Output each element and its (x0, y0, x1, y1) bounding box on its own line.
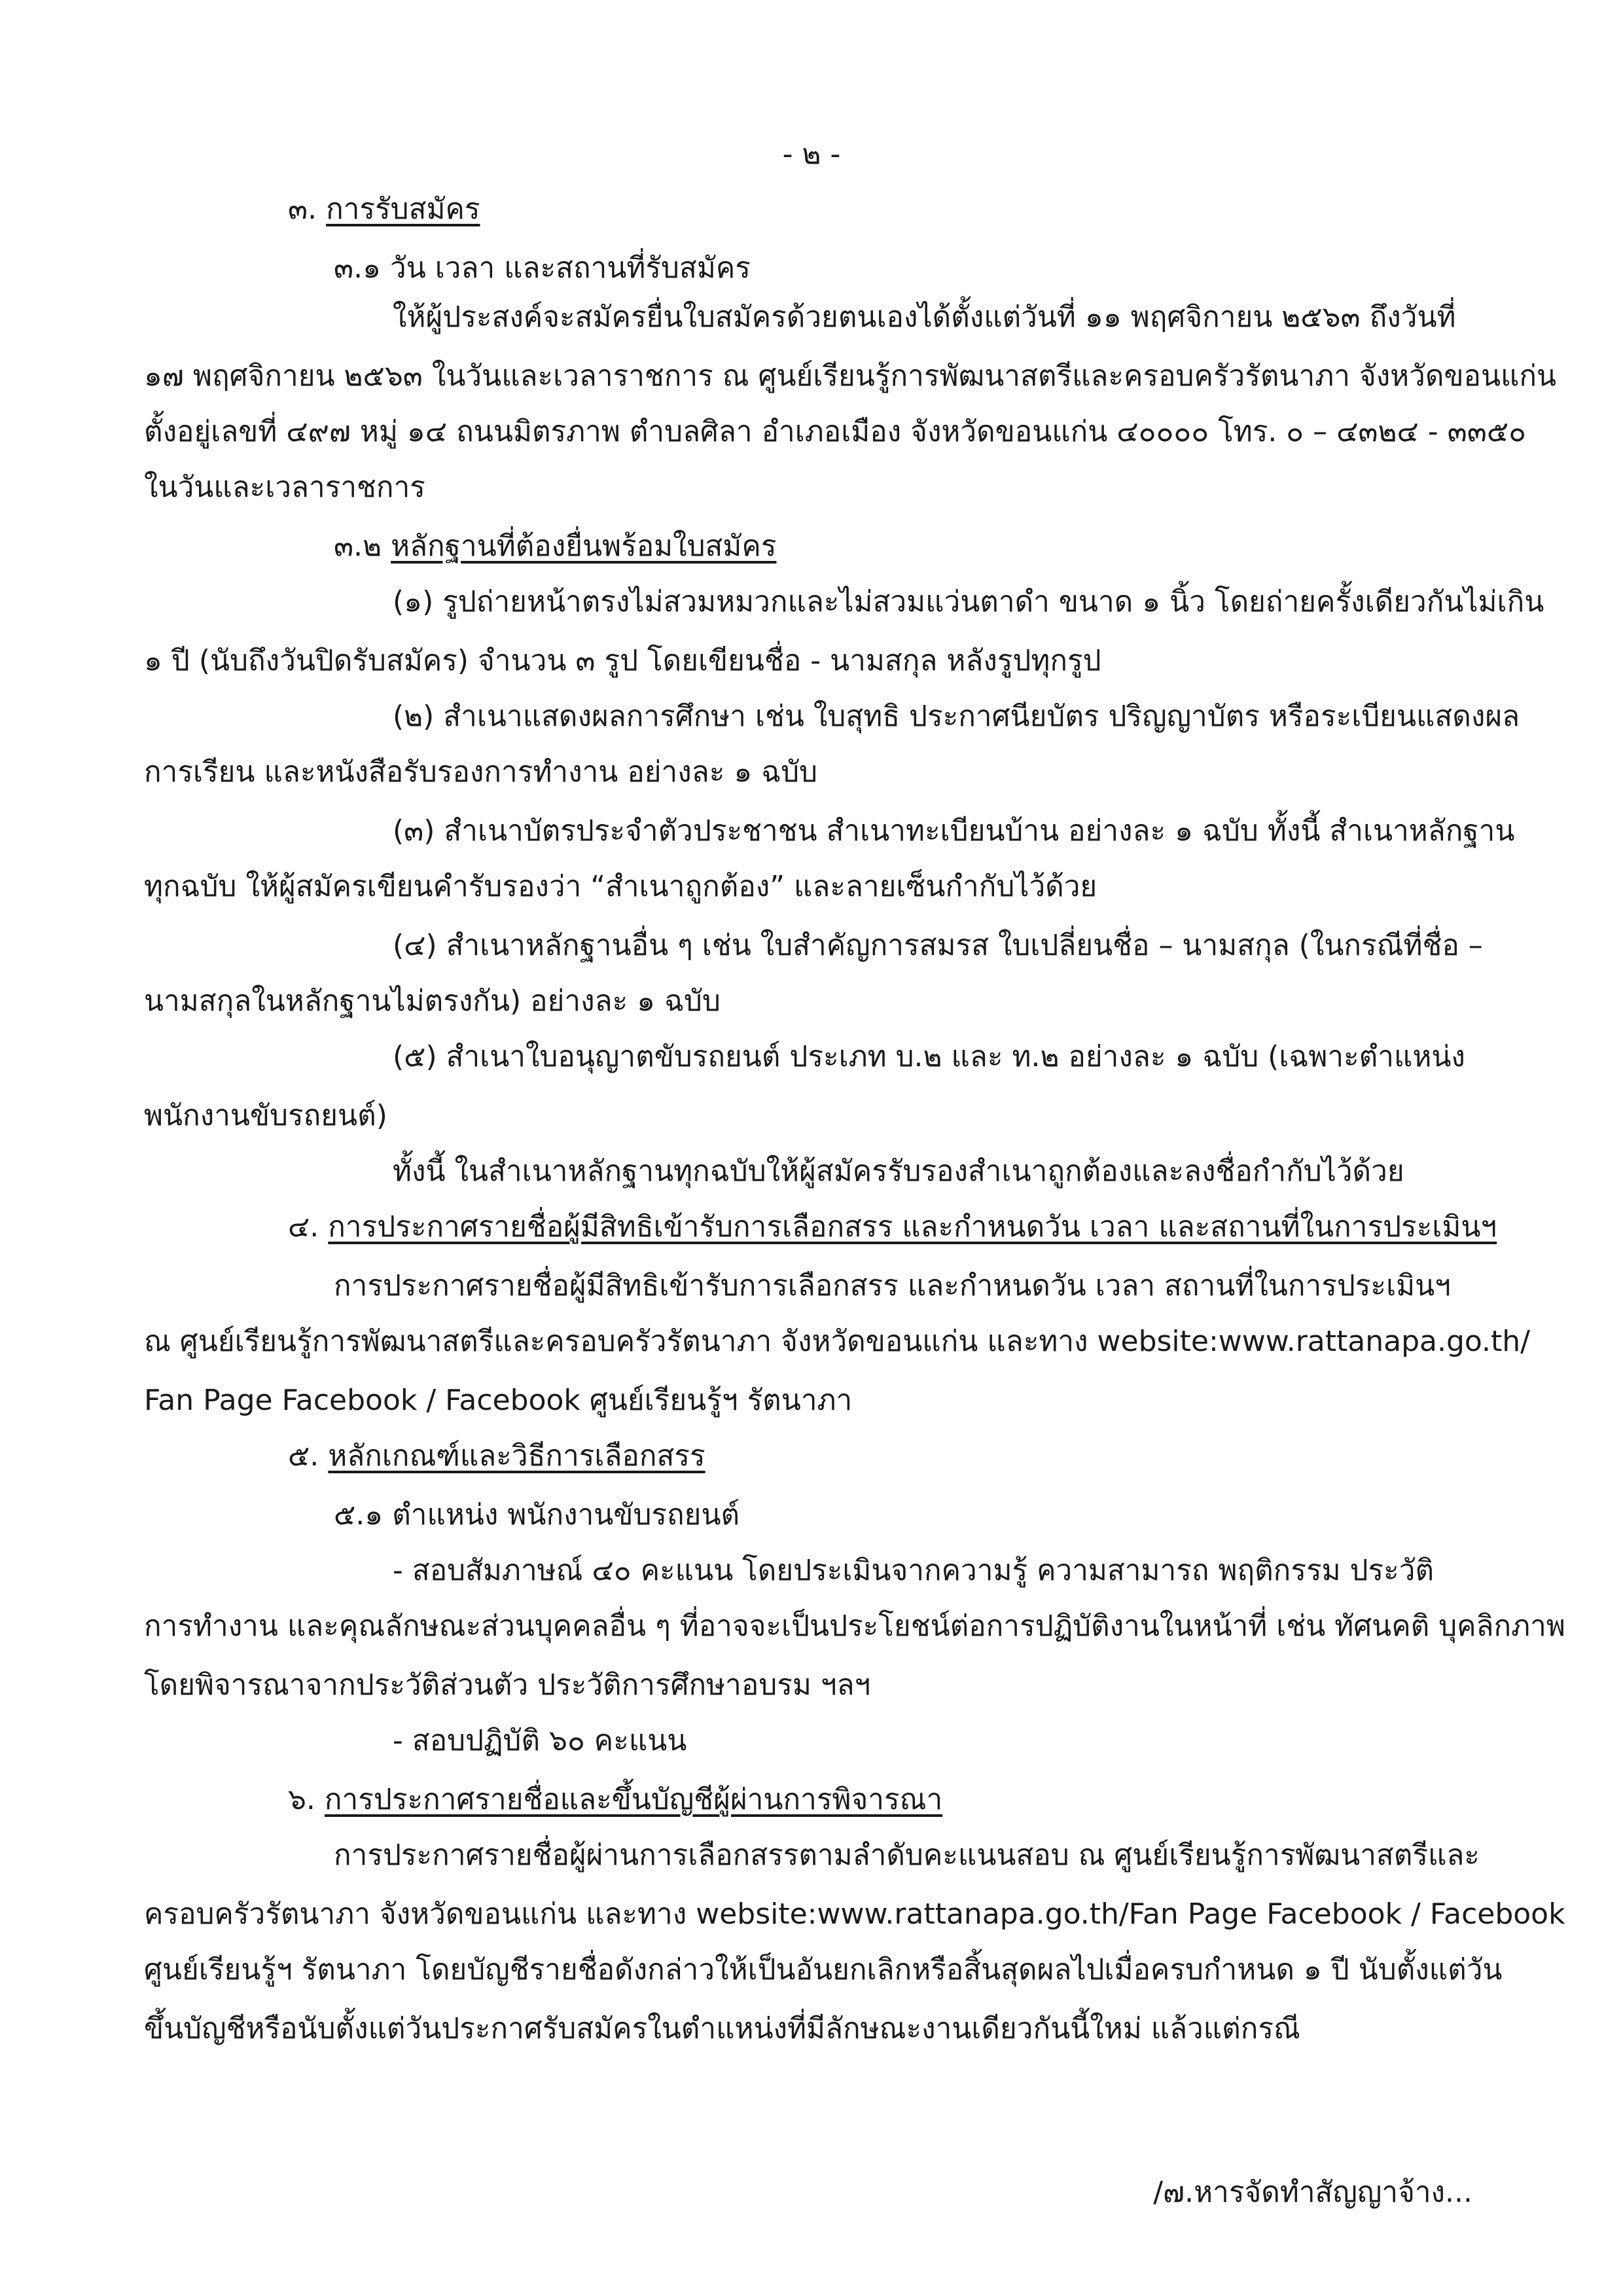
subsection-5-1-heading: ๕.๑ ตำแหน่ง พนักงานขับรถยนต์ (334, 1498, 740, 1532)
list-item: (๔) สำเนาหลักฐานอื่น ๆ เช่น ใบสำคัญการสมรส ใบเปลี่ยนชื่อ – นามสกุล (ในกรณีที่ชื่อ – (393, 929, 1483, 962)
section-3-number: ๓. (288, 192, 327, 226)
subsection-3-1-heading: ๓.๑ วัน เวลา และสถานที่รับสมัคร (334, 251, 751, 285)
list-item-continuation: ๑ ปี (นับถึงวันปิดรับสมัคร) จำนวน ๓ รูป โดยเขียนชื่อ - นามสกุล หลังรูปทุกรูป (144, 644, 1101, 677)
paragraph-line: การประกาศรายชื่อผู้ผ่านการเลือกสรรตามลำดับคะแนนสอบ ณ ศูนย์เรียนรู้การพัฒนาสตรีและ (334, 1839, 1480, 1872)
list-item: (๕) สำเนาใบอนุญาตขับรถยนต์ ประเภท บ.๒ และ ท.๒ อย่างละ ๑ ฉบับ (เฉพาะตำแหน่ง (393, 1040, 1465, 1073)
list-item-continuation: การเรียน และหนังสือรับรองการทำงาน อย่างละ ๑ ฉบับ (144, 755, 818, 789)
page-number: - ๒ - (782, 137, 841, 171)
paragraph-line: ครอบครัวรัตนาภา จังหวัดขอนแก่น และทาง website:www.rattanapa.go.th/Fan Page Facebook / Facebook (144, 1897, 1565, 1931)
section-5-number: ๕. (288, 1439, 329, 1473)
section-4-number: ๔. (288, 1210, 329, 1244)
paragraph-line: ให้ผู้ประสงค์จะสมัครยื่นใบสมัครด้วยตนเองได้ตั้งแต่วันที่ ๑๑ พฤศจิกายน ๒๕๖๓ ถึงวันที่ (393, 300, 1456, 334)
section-5-heading (288, 1437, 705, 1476)
paragraph-line: โดยพิจารณาจากประวัติส่วนตัว ประวัติการศึกษาอบรม ฯลฯ (144, 1668, 871, 1702)
paragraph-line: ตั้งอยู่เลขที่ ๔๙๗ หมู่ ๑๔ ถนนมิตรภาพ ตำบลศิลา อำเภอเมือง จังหวัดขอนแก่น ๔๐๐๐๐ โทร. ๐ – ๔๓๒๔ - ๓๓๕๐ (144, 415, 1526, 448)
continuation-note: /๗.หารจัดทำสัญญาจ้าง... (1153, 2176, 1472, 2209)
paragraph-line: - สอบสัมภาษณ์ ๔๐ คะแนน โดยประเมินจากความรู้ ความสามารถ พฤติกรรม ประวัติ (393, 1554, 1435, 1587)
list-item-continuation: พนักงานขับรถยนต์) (144, 1099, 387, 1132)
paragraph-line: ในวันและเวลาราชการ (144, 471, 425, 504)
section-6-number: ๖. (288, 1783, 325, 1816)
list-item-continuation: นามสกุลในหลักฐานไม่ตรงกัน) อย่างละ ๑ ฉบับ (144, 984, 721, 1018)
list-item-continuation: ทุกฉบับ ให้ผู้สมัครเขียนคำรับรองว่า “สำเนาถูกต้อง” และลายเซ็นกำกับไว้ด้วย (144, 870, 1097, 903)
subsection-3-2-title: หลักฐานที่ต้องยื่นพร้อมใบสมัคร (391, 529, 777, 563)
paragraph-line: ขึ้นบัญชีหรือนับตั้งแต่วันประกาศรับสมัครในตำแหน่งที่มีลักษณะงานเดียวกันนี้ใหม่ แล้วแต่กรณี (144, 2012, 1300, 2045)
paragraph-line: ศูนย์เรียนรู้ฯ รัตนาภา โดยบัญชีรายชื่อดังกล่าวให้เป็นอันยกเลิกหรือสิ้นสุดผลไปเมื่อครบกำหนด ๑ ปี นับตั้งแต่วัน (144, 1953, 1503, 1986)
list-item: (๒) สำเนาแสดงผลการศึกษา เช่น ใบสุทธิ ประกาศนียบัตร ปริญญาบัตร หรือระเบียนแสดงผล (393, 700, 1520, 733)
section-5-title: หลักเกณฑ์และวิธีการเลือกสรร (328, 1439, 705, 1473)
section-6-heading (288, 1780, 942, 1820)
paragraph-line: การประกาศรายชื่อผู้มีสิทธิเข้ารับการเลือกสรร และกำหนดวัน เวลา สถานที่ในการประเมินฯ (334, 1269, 1451, 1302)
section-3-title: การรับสมัคร (326, 192, 480, 226)
section-3-heading (288, 190, 480, 229)
section-4-title: การประกาศรายชื่อผู้มีสิทธิเข้ารับการเลือกสรร และกำหนดวัน เวลา และสถานที่ในการประเมินฯ (328, 1210, 1497, 1244)
list-item: (๓) สำเนาบัตรประจำตัวประชาชน สำเนาทะเบียนบ้าน อย่างละ ๑ ฉบับ ทั้งนี้ สำเนาหลักฐาน (393, 814, 1515, 848)
paragraph-line: ๑๗ พฤศจิกายน ๒๕๖๓ ในวันและเวลาราชการ ณ ศูนย์เรียนรู้การพัฒนาสตรีและครอบครัวรัตนาภา จังหวัดขอนแก่น (144, 359, 1557, 393)
paragraph-line: Fan Page Facebook / Facebook ศูนย์เรียนรู้ฯ รัตนาภา (144, 1384, 853, 1417)
paragraph-line: ทั้งนี้ ในสำเนาหลักฐานทุกฉบับให้ผู้สมัครรับรองสำเนาถูกต้องและลงชื่อกำกับไว้ด้วย (393, 1155, 1404, 1188)
paragraph-line: ณ ศูนย์เรียนรู้การพัฒนาสตรีและครอบครัวรัตนาภา จังหวัดขอนแก่น และทาง website:www.rattanapa.go.th/ (144, 1325, 1530, 1358)
paragraph-line: การทำงาน และคุณลักษณะส่วนบุคคลอื่น ๆ ที่อาจจะเป็นประโยชน์ต่อการปฏิบัติงานในหน้าที่ เช่น ทัศนคติ บุคลิกภาพ (144, 1609, 1565, 1643)
paragraph-line: - สอบปฏิบัติ ๖๐ คะแนน (393, 1724, 687, 1757)
section-4-heading (288, 1208, 1497, 1247)
section-6-title: การประกาศรายชื่อและขึ้นบัญชีผู้ผ่านการพิจารณา (324, 1783, 943, 1816)
subsection-3-2-number: ๓.๒ (334, 529, 391, 563)
list-item: (๑) รูปถ่ายหน้าตรงไม่สวมหมวกและไม่สวมแว่นตาดำ ขนาด ๑ นิ้ว โดยถ่ายครั้งเดียวกันไม่เกิน (393, 585, 1544, 619)
subsection-3-2-heading (334, 527, 777, 566)
